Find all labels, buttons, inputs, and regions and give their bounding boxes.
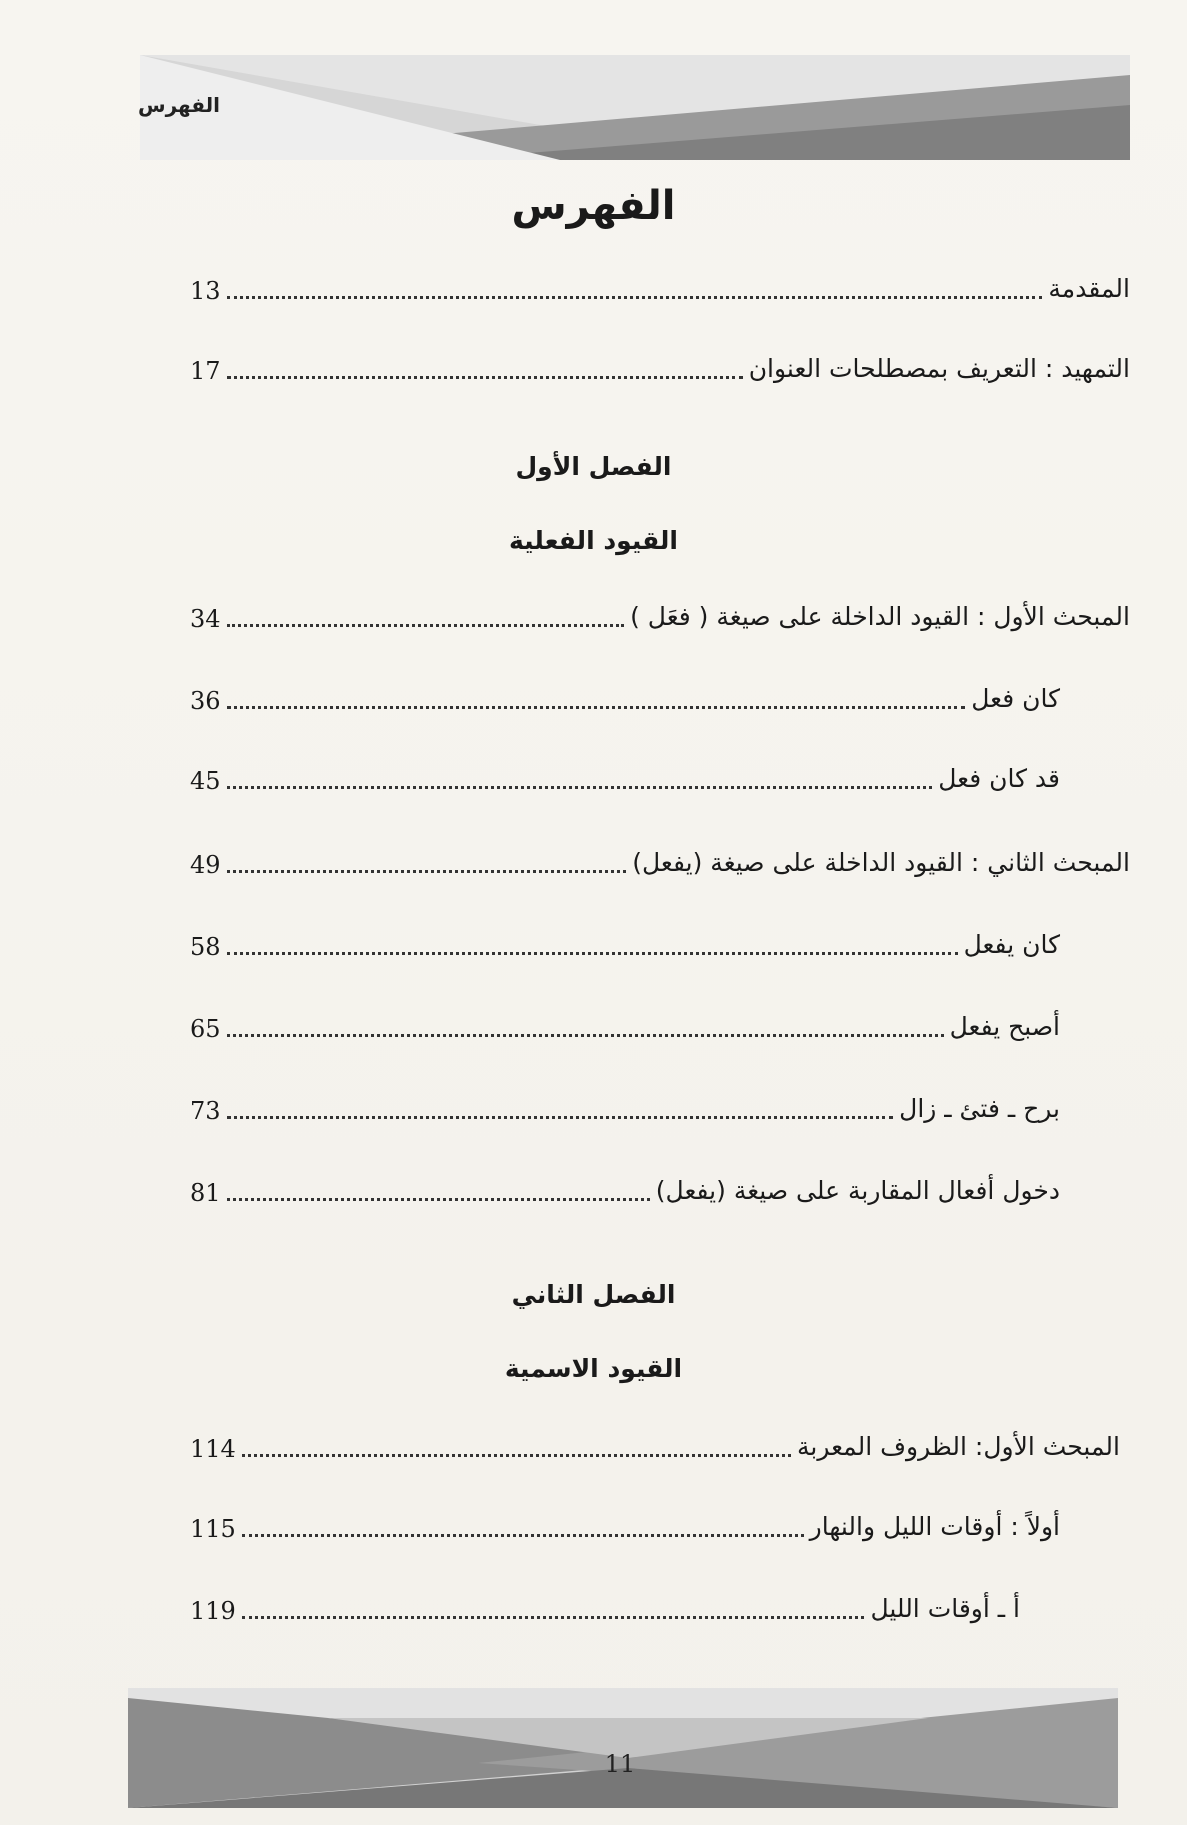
toc-page-number: 73	[190, 1097, 221, 1125]
toc-page-number: 36	[190, 687, 221, 715]
toc-page-number: 114	[190, 1435, 236, 1463]
page-title: الفهرس	[511, 183, 676, 229]
toc-entry	[190, 1420, 1120, 1464]
toc-page-number: 17	[190, 357, 221, 385]
toc-entry	[190, 1164, 1060, 1208]
toc-leader-dots	[242, 1616, 865, 1619]
toc-page-number: 119	[190, 1597, 236, 1625]
toc-page-number: 13	[190, 277, 221, 305]
toc-entry	[190, 1082, 1060, 1126]
toc-page-number: 45	[190, 767, 221, 795]
toc-leader-dots	[227, 296, 1043, 299]
toc-entry-text: أصبح يفعل	[949, 1012, 1060, 1041]
toc-entry	[190, 1500, 1060, 1544]
toc-leader-dots	[227, 786, 933, 789]
toc-entry-text: قد كان فعل	[938, 764, 1060, 793]
header-band	[140, 55, 1130, 160]
toc-entry-text: المبحث الثاني : القيود الداخلة على صيغة (يفعل)	[632, 848, 1130, 877]
toc-page-number: 115	[190, 1515, 236, 1543]
chapter-heading: الفصل الثاني	[511, 1280, 676, 1309]
toc-leader-dots	[227, 1116, 894, 1119]
toc-entry-text: كان يفعل	[963, 930, 1060, 959]
toc-entry	[190, 342, 1130, 386]
toc-entry-text: التمهيد : التعريف بمصطلحات العنوان	[748, 354, 1130, 383]
page-number: 11	[604, 1750, 636, 1778]
toc-page-number: 81	[190, 1179, 221, 1207]
footer-band	[128, 1688, 1118, 1808]
toc-entry	[190, 262, 1130, 306]
toc-entry-text: دخول أفعال المقاربة على صيغة (يفعل)	[655, 1176, 1060, 1205]
toc-leader-dots	[227, 870, 627, 873]
toc-leader-dots	[227, 1034, 944, 1037]
toc-entry	[190, 836, 1130, 880]
toc-leader-dots	[242, 1534, 804, 1537]
toc-leader-dots	[242, 1454, 791, 1457]
toc-leader-dots	[227, 376, 743, 379]
toc-entry	[190, 1582, 1020, 1626]
toc-entry	[190, 752, 1060, 796]
toc-entry-text: برح ـ فتئ ـ زال	[899, 1094, 1060, 1123]
toc-entry	[190, 590, 1130, 634]
toc-page-number: 34	[190, 605, 221, 633]
toc-leader-dots	[227, 952, 958, 955]
toc-entry	[190, 672, 1060, 716]
toc-entry-text: المبحث الأول : القيود الداخلة على صيغة ( فعَل )	[630, 602, 1130, 631]
toc-entry-text: المقدمة	[1048, 274, 1130, 303]
toc-leader-dots	[227, 1198, 650, 1201]
toc-entry	[190, 1000, 1060, 1044]
toc-page-number: 58	[190, 933, 221, 961]
toc-entry-text: أولاً : أوقات الليل والنهار	[809, 1512, 1060, 1541]
toc-leader-dots	[227, 624, 625, 627]
toc-entry	[190, 918, 1060, 962]
chapter-subheading: القيود الاسمية	[504, 1354, 683, 1383]
toc-entry-text: المبحث الأول: الظروف المعربة	[796, 1432, 1120, 1461]
toc-entry-text: أ ـ أوقات الليل	[870, 1594, 1020, 1623]
toc-leader-dots	[227, 706, 966, 709]
toc-page-number: 49	[190, 851, 221, 879]
chapter-subheading: القيود الفعلية	[509, 526, 678, 555]
running-head: الفهرس	[138, 93, 221, 117]
toc-page-number: 65	[190, 1015, 221, 1043]
chapter-heading: الفصل الأول	[515, 452, 672, 481]
toc-entry-text: كان فعل	[971, 684, 1060, 713]
